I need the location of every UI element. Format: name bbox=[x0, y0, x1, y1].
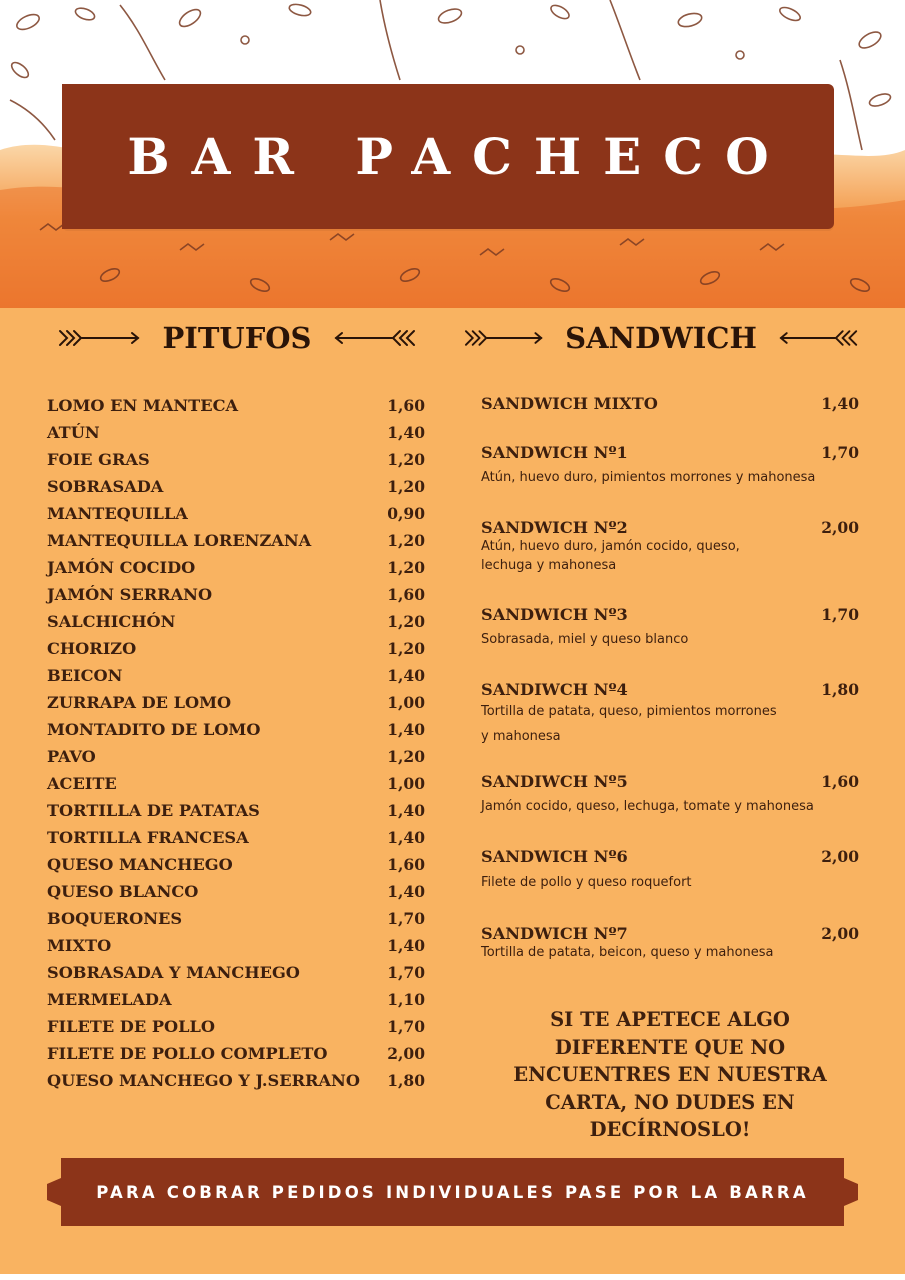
sandwich-price: 1,40 bbox=[821, 394, 859, 413]
bottom-margin bbox=[0, 1274, 905, 1280]
sandwich-price: 2,00 bbox=[821, 518, 859, 537]
item-name: JAMÓN COCIDO bbox=[47, 558, 196, 577]
list-item bbox=[47, 959, 425, 986]
item-name: QUESO MANCHEGO bbox=[47, 855, 233, 874]
item-name: SOBRASADA bbox=[47, 477, 164, 496]
sandwich-heading bbox=[464, 318, 858, 358]
sandwich-item bbox=[481, 772, 859, 816]
list-item bbox=[47, 581, 425, 608]
list-item bbox=[47, 473, 425, 500]
list-item bbox=[47, 851, 425, 878]
item-name: ATÚN bbox=[47, 423, 100, 442]
item-price: 1,20 bbox=[387, 531, 425, 550]
sandwich-description: Tortilla de patata, beicon, queso y mahonesa bbox=[481, 945, 774, 960]
sandwich-description: Jamón cocido, queso, lechuga, tomate y mahonesa bbox=[481, 799, 814, 814]
sandwich-name: SANDIWCH Nº4 bbox=[481, 680, 628, 699]
list-item bbox=[47, 716, 425, 743]
sandwich-description: Atún, huevo duro, pimientos morrones y mahonesa bbox=[481, 470, 816, 485]
list-item bbox=[47, 1040, 425, 1067]
sandwich-name: SANDWICH MIXTO bbox=[481, 394, 658, 413]
sandwich-name: SANDWICH Nº1 bbox=[481, 443, 628, 462]
item-price: 1,20 bbox=[387, 639, 425, 658]
item-price: 1,40 bbox=[387, 666, 425, 685]
list-item bbox=[47, 1013, 425, 1040]
item-name: ACEITE bbox=[47, 774, 117, 793]
item-price: 1,20 bbox=[387, 747, 425, 766]
sandwich-item bbox=[481, 443, 859, 487]
item-price: 1,70 bbox=[387, 909, 425, 928]
sandwich-description: Atún, huevo duro, jamón cocido, queso, lechuga y mahonesa bbox=[481, 539, 740, 573]
item-price: 1,20 bbox=[387, 450, 425, 469]
arrow-right-icon bbox=[58, 327, 140, 349]
item-name: TORTILLA DE PATATAS bbox=[47, 801, 260, 820]
item-price: 1,80 bbox=[387, 1071, 425, 1090]
sandwich-item bbox=[481, 518, 859, 575]
sandwich-price: 1,60 bbox=[821, 772, 859, 791]
sandwich-name: SANDIWCH Nº5 bbox=[481, 772, 628, 791]
sandwich-item bbox=[481, 924, 859, 962]
list-item bbox=[47, 527, 425, 554]
list-item bbox=[47, 797, 425, 824]
item-price: 1,60 bbox=[387, 396, 425, 415]
item-name: MANTEQUILLA LORENZANA bbox=[47, 531, 312, 550]
list-item bbox=[47, 878, 425, 905]
item-name: SALCHICHÓN bbox=[47, 612, 176, 631]
sandwich-item bbox=[481, 680, 859, 749]
sandwich-item bbox=[481, 847, 859, 892]
item-name: MANTEQUILLA bbox=[47, 504, 188, 523]
sandwich-name: SANDWICH Nº2 bbox=[481, 518, 628, 537]
item-name: FILETE DE POLLO COMPLETO bbox=[47, 1044, 328, 1063]
title-banner bbox=[62, 84, 834, 229]
page-title: BAR PACHECO bbox=[127, 127, 791, 186]
sandwich-description: Sobrasada, miel y queso blanco bbox=[481, 632, 689, 647]
sandwich-price: 1,70 bbox=[821, 443, 859, 462]
item-name: BEICON bbox=[47, 666, 123, 685]
sandwich-price: 1,70 bbox=[821, 605, 859, 624]
item-price: 1,00 bbox=[387, 693, 425, 712]
item-name: TORTILLA FRANCESA bbox=[47, 828, 249, 847]
item-name: MIXTO bbox=[47, 936, 112, 955]
item-price: 1,40 bbox=[387, 828, 425, 847]
arrow-left-icon bbox=[779, 327, 858, 349]
sandwich-title: SANDWICH bbox=[565, 321, 757, 355]
list-item bbox=[47, 824, 425, 851]
item-price: 1,60 bbox=[387, 855, 425, 874]
list-item bbox=[47, 905, 425, 932]
item-price: 1,60 bbox=[387, 585, 425, 604]
item-price: 1,40 bbox=[387, 882, 425, 901]
list-item bbox=[47, 662, 425, 689]
footer-banner bbox=[47, 1158, 858, 1226]
item-price: 1,20 bbox=[387, 558, 425, 577]
item-price: 1,40 bbox=[387, 801, 425, 820]
list-item bbox=[47, 500, 425, 527]
item-price: 1,40 bbox=[387, 720, 425, 739]
item-name: SOBRASADA Y MANCHEGO bbox=[47, 963, 300, 982]
pitufos-title: PITUFOS bbox=[162, 321, 312, 355]
list-item bbox=[47, 419, 425, 446]
list-item bbox=[47, 554, 425, 581]
item-name: PAVO bbox=[47, 747, 96, 766]
arrow-left-icon bbox=[334, 327, 416, 349]
item-name: MERMELADA bbox=[47, 990, 172, 1009]
item-price: 1,40 bbox=[387, 936, 425, 955]
list-item bbox=[47, 608, 425, 635]
sandwich-name: SANDWICH Nº3 bbox=[481, 605, 628, 624]
item-price: 2,00 bbox=[387, 1044, 425, 1063]
sandwich-price: 2,00 bbox=[821, 924, 859, 943]
item-name: JAMÓN SERRANO bbox=[47, 585, 213, 604]
list-item bbox=[47, 392, 425, 419]
item-name: CHORIZO bbox=[47, 639, 137, 658]
item-price: 1,20 bbox=[387, 477, 425, 496]
item-price: 0,90 bbox=[387, 504, 425, 523]
sandwich-price: 1,80 bbox=[821, 680, 859, 699]
pitufos-heading bbox=[47, 318, 427, 358]
list-item bbox=[47, 770, 425, 797]
item-name: LOMO EN MANTECA bbox=[47, 396, 239, 415]
list-item bbox=[47, 446, 425, 473]
list-item bbox=[47, 1067, 425, 1094]
item-price: 1,70 bbox=[387, 963, 425, 982]
sandwich-price: 2,00 bbox=[821, 847, 859, 866]
sandwich-description: Filete de pollo y queso roquefort bbox=[481, 875, 692, 890]
sandwich-description: Tortilla de patata, queso, pimientos morrones y mahonesa bbox=[481, 704, 777, 744]
item-price: 1,20 bbox=[387, 612, 425, 631]
item-name: FOIE GRAS bbox=[47, 450, 150, 469]
list-item bbox=[47, 932, 425, 959]
item-price: 1,00 bbox=[387, 774, 425, 793]
list-item bbox=[47, 743, 425, 770]
pitufos-list bbox=[47, 392, 425, 1094]
special-request-note: SI TE APETECE ALGO DIFERENTE QUE NO ENCUENTRES EN NUESTRA CARTA, NO DUDES EN DECÍRNOSLO! bbox=[513, 1008, 827, 1141]
item-price: 1,10 bbox=[387, 990, 425, 1009]
list-item bbox=[47, 635, 425, 662]
item-name: QUESO BLANCO bbox=[47, 882, 199, 901]
header-illustration bbox=[0, 0, 905, 308]
footer-text: PARA COBRAR PEDIDOS INDIVIDUALES PASE POR LA BARRA bbox=[96, 1182, 809, 1202]
item-price: 1,70 bbox=[387, 1017, 425, 1036]
sandwich-name: SANDWICH Nº7 bbox=[481, 924, 628, 943]
item-name: ZURRAPA DE LOMO bbox=[47, 693, 232, 712]
item-name: FILETE DE POLLO bbox=[47, 1017, 215, 1036]
item-name: BOQUERONES bbox=[47, 909, 183, 928]
item-name: MONTADITO DE LOMO bbox=[47, 720, 261, 739]
arrow-right-icon bbox=[464, 327, 543, 349]
sandwich-name: SANDWICH Nº6 bbox=[481, 847, 628, 866]
item-name: QUESO MANCHEGO Y J.SERRANO bbox=[47, 1071, 360, 1090]
list-item bbox=[47, 689, 425, 716]
sandwich-item bbox=[481, 394, 859, 413]
sandwich-item bbox=[481, 605, 859, 649]
item-price: 1,40 bbox=[387, 423, 425, 442]
list-item bbox=[47, 986, 425, 1013]
